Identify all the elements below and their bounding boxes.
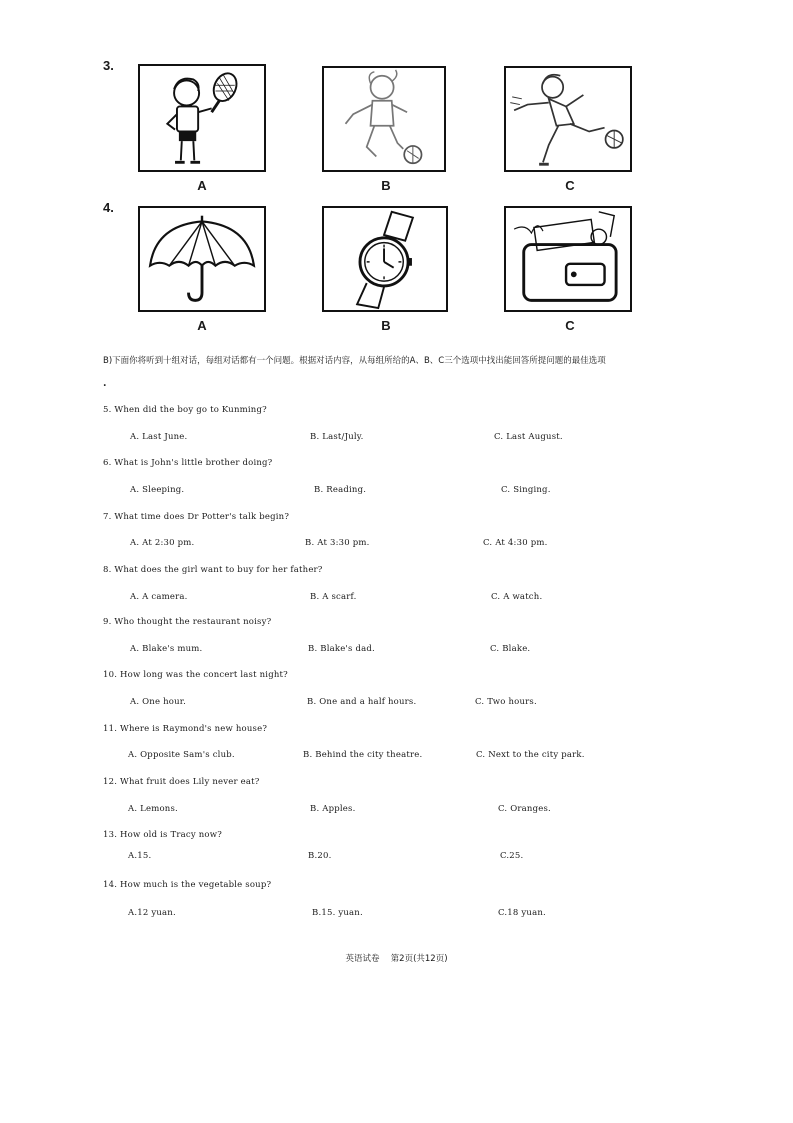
question-13-option-c: C.25.	[500, 851, 524, 861]
question-number-3: 3.	[103, 58, 114, 73]
option-letter-3a: A	[197, 178, 207, 193]
girl-playing-football-icon	[324, 68, 444, 170]
wallet-icon	[506, 208, 630, 310]
question-5-option-b: B. Last/July.	[310, 432, 364, 442]
question-14: 14. How much is the vegetable soup?	[103, 880, 272, 890]
question-7-option-a: A. At 2:30 pm.	[130, 538, 195, 548]
question-7-option-c: C. At 4:30 pm.	[483, 538, 548, 548]
question-13: 13. How old is Tracy now?	[103, 830, 222, 840]
option-letter-3b: B	[381, 178, 391, 193]
question-13-option-a: A.15.	[128, 851, 152, 861]
question-13-option-b: B.20.	[308, 851, 332, 861]
wristwatch-icon	[324, 208, 446, 310]
question-11: 11. Where is Raymond's new house?	[103, 724, 268, 734]
question-8-option-c: C. A watch.	[491, 592, 543, 602]
question-10-option-c: C. Two hours.	[475, 697, 537, 707]
picture-3b	[322, 66, 446, 172]
instruction-continuation: .	[103, 378, 107, 389]
question-12-option-c: C. Oranges.	[498, 804, 551, 814]
question-5-option-c: C. Last August.	[494, 432, 563, 442]
picture-4c	[504, 206, 632, 312]
picture-3a	[138, 64, 266, 172]
question-12-option-a: A. Lemons.	[128, 804, 178, 814]
question-11-option-a: A. Opposite Sam's club.	[128, 750, 235, 760]
option-letter-3c: C	[565, 178, 575, 193]
boy-kicking-ball-icon	[506, 68, 630, 170]
question-8-option-b: B. A scarf.	[310, 592, 357, 602]
section-b-instruction: B)下面你将听到十组对话，每组对话都有一个问题。根据对话内容，从每组所给的A、B、C三个选项中找出能回答所提问题的最佳选项	[103, 356, 606, 366]
question-11-option-b: B. Behind the city theatre.	[303, 750, 423, 760]
umbrella-icon	[140, 208, 264, 310]
question-8: 8. What does the girl want to buy for her father?	[103, 565, 323, 575]
picture-4b	[322, 206, 448, 312]
question-12: 12. What fruit does Lily never eat?	[103, 777, 260, 787]
question-14-option-b: B.15. yuan.	[312, 908, 363, 918]
question-14-option-c: C.18 yuan.	[498, 908, 546, 918]
question-5: 5. When did the boy go to Kunming?	[103, 405, 267, 415]
option-letter-4c: C	[565, 318, 575, 333]
question-14-option-a: A.12 yuan.	[128, 908, 176, 918]
option-letter-4a: A	[197, 318, 207, 333]
question-10-option-b: B. One and a half hours.	[307, 697, 417, 707]
question-9: 9. Who thought the restaurant noisy?	[103, 617, 272, 627]
question-6: 6. What is John's little brother doing?	[103, 458, 273, 468]
question-number-4: 4.	[103, 200, 114, 215]
question-11-option-c: C. Next to the city park.	[476, 750, 585, 760]
question-7: 7. What time does Dr Potter's talk begin?	[103, 512, 290, 522]
question-9-option-b: B. Blake's dad.	[308, 644, 375, 654]
question-5-option-a: A. Last June.	[130, 432, 188, 442]
question-9-option-a: A. Blake's mum.	[130, 644, 203, 654]
question-6-option-a: A. Sleeping.	[130, 485, 185, 495]
question-10: 10. How long was the concert last night?	[103, 670, 288, 680]
question-8-option-a: A. A camera.	[130, 592, 188, 602]
page-footer: 英语试卷 第2页(共12页)	[345, 954, 448, 964]
picture-3c	[504, 66, 632, 172]
question-6-option-b: B. Reading.	[314, 485, 367, 495]
question-10-option-a: A. One hour.	[130, 697, 187, 707]
option-letter-4b: B	[381, 318, 391, 333]
question-9-option-c: C. Blake.	[490, 644, 531, 654]
question-7-option-b: B. At 3:30 pm.	[305, 538, 370, 548]
boy-with-tennis-racket-icon	[140, 66, 264, 170]
question-12-option-b: B. Apples.	[310, 804, 356, 814]
question-6-option-c: C. Singing.	[501, 485, 551, 495]
picture-4a	[138, 206, 266, 312]
